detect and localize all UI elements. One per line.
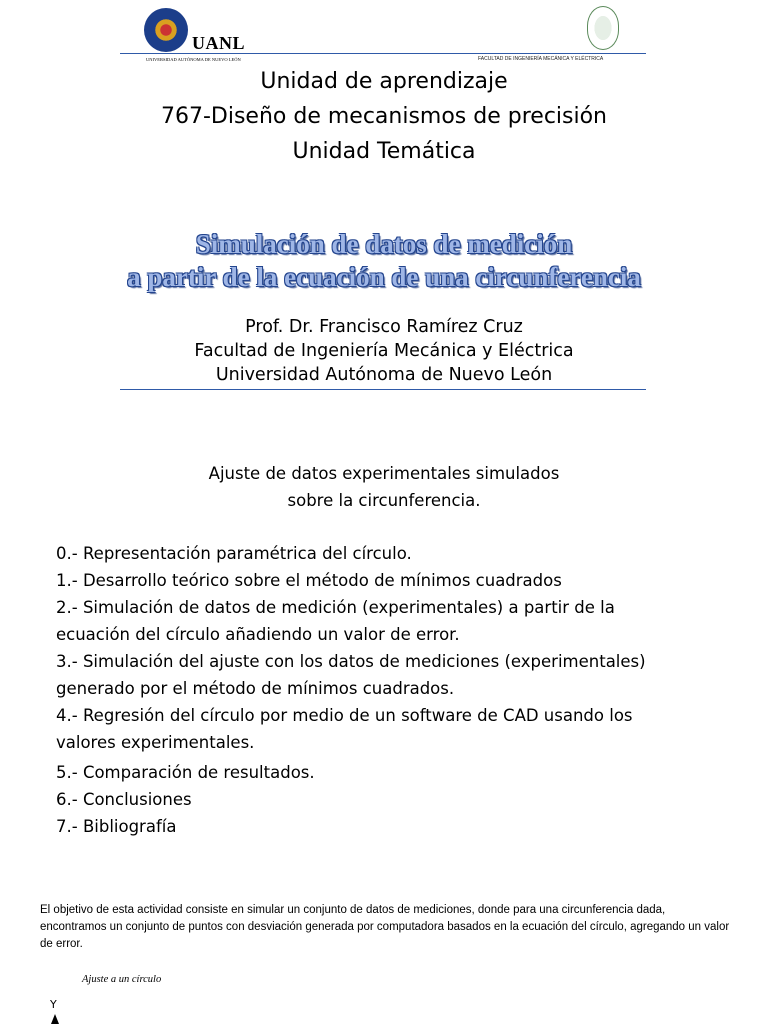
author-divider — [120, 389, 646, 390]
author-name: Prof. Dr. Francisco Ramírez Cruz — [245, 317, 523, 337]
author-university: Universidad Autónoma de Nuevo León — [215, 365, 553, 385]
page-header — [0, 0, 768, 64]
section-heading-line-1: Ajuste de datos experimentales simulados — [208, 464, 560, 483]
topic-text: 5.- Comparación de resultados. — [56, 763, 315, 782]
topic-item — [56, 702, 746, 756]
topic-item — [56, 567, 746, 594]
fime-logo-subtitle: FACULTAD DE INGENIERÍA MECÁNICA Y ELÉCTRICA — [478, 56, 604, 62]
topic-text: 0.- Representación paramétrica del círculo. — [56, 544, 412, 563]
topic-item — [56, 540, 746, 567]
fime-seal-icon — [587, 6, 619, 50]
objective-paragraph: El objetivo de esta actividad consiste en simular un conjunto de datos de mediciones, donde para una circunferencia dada, encontramos un conjunto de puntos con desviación generada por computadora basados en la ecuación del círculo, agregando un valor de error. — [40, 904, 730, 950]
topic-item — [56, 786, 746, 813]
header-divider — [120, 53, 646, 54]
figure-caption: Ajuste a un círculo — [82, 974, 162, 985]
title-line-2: a partir de la ecuación de una circunferencia — [127, 262, 641, 292]
topic-item — [56, 594, 746, 648]
section-heading — [0, 460, 768, 514]
title-line-1: Simulación de datos de medición — [195, 229, 573, 259]
document-title — [0, 228, 768, 294]
course-line-3: Unidad Temática — [292, 139, 476, 164]
uanl-logo-text: UANL — [192, 33, 246, 53]
y-axis-label: Y — [50, 998, 57, 1011]
topic-list — [56, 540, 746, 840]
topic-continuation: valores experimentales. — [56, 733, 255, 752]
y-axis-arrow-icon — [51, 1014, 59, 1024]
topic-item — [56, 813, 746, 840]
topic-text: 1.- Desarrollo teórico sobre el método de mínimos cuadrados — [56, 571, 562, 590]
course-info — [0, 64, 768, 169]
topic-item — [56, 759, 746, 786]
course-line-2: 767-Diseño de mecanismos de precisión — [160, 104, 607, 129]
topic-continuation: ecuación del círculo añadiendo un valor de error. — [56, 625, 460, 644]
topic-text: 3.- Simulación del ajuste con los datos de mediciones (experimentales) — [56, 652, 646, 671]
uanl-logo-subtitle: UNIVERSIDAD AUTÓNOMA DE NUEVO LEÓN — [146, 57, 241, 62]
topic-text: 4.- Regresión del círculo por medio de un software de CAD usando los — [56, 706, 633, 725]
topic-text: 6.- Conclusiones — [56, 790, 192, 809]
section-heading-line-2: sobre la circunferencia. — [287, 491, 481, 510]
author-faculty: Facultad de Ingeniería Mecánica y Eléctrica — [194, 341, 574, 361]
course-line-1: Unidad de aprendizaje — [260, 69, 508, 94]
topic-item — [56, 648, 746, 702]
topic-text: 7.- Bibliografía — [56, 817, 177, 836]
topic-continuation: generado por el método de mínimos cuadrados. — [56, 679, 455, 698]
author-info — [0, 315, 768, 387]
topic-text: 2.- Simulación de datos de medición (experimentales) a partir de la — [56, 598, 615, 617]
uanl-seal-icon — [144, 8, 188, 52]
